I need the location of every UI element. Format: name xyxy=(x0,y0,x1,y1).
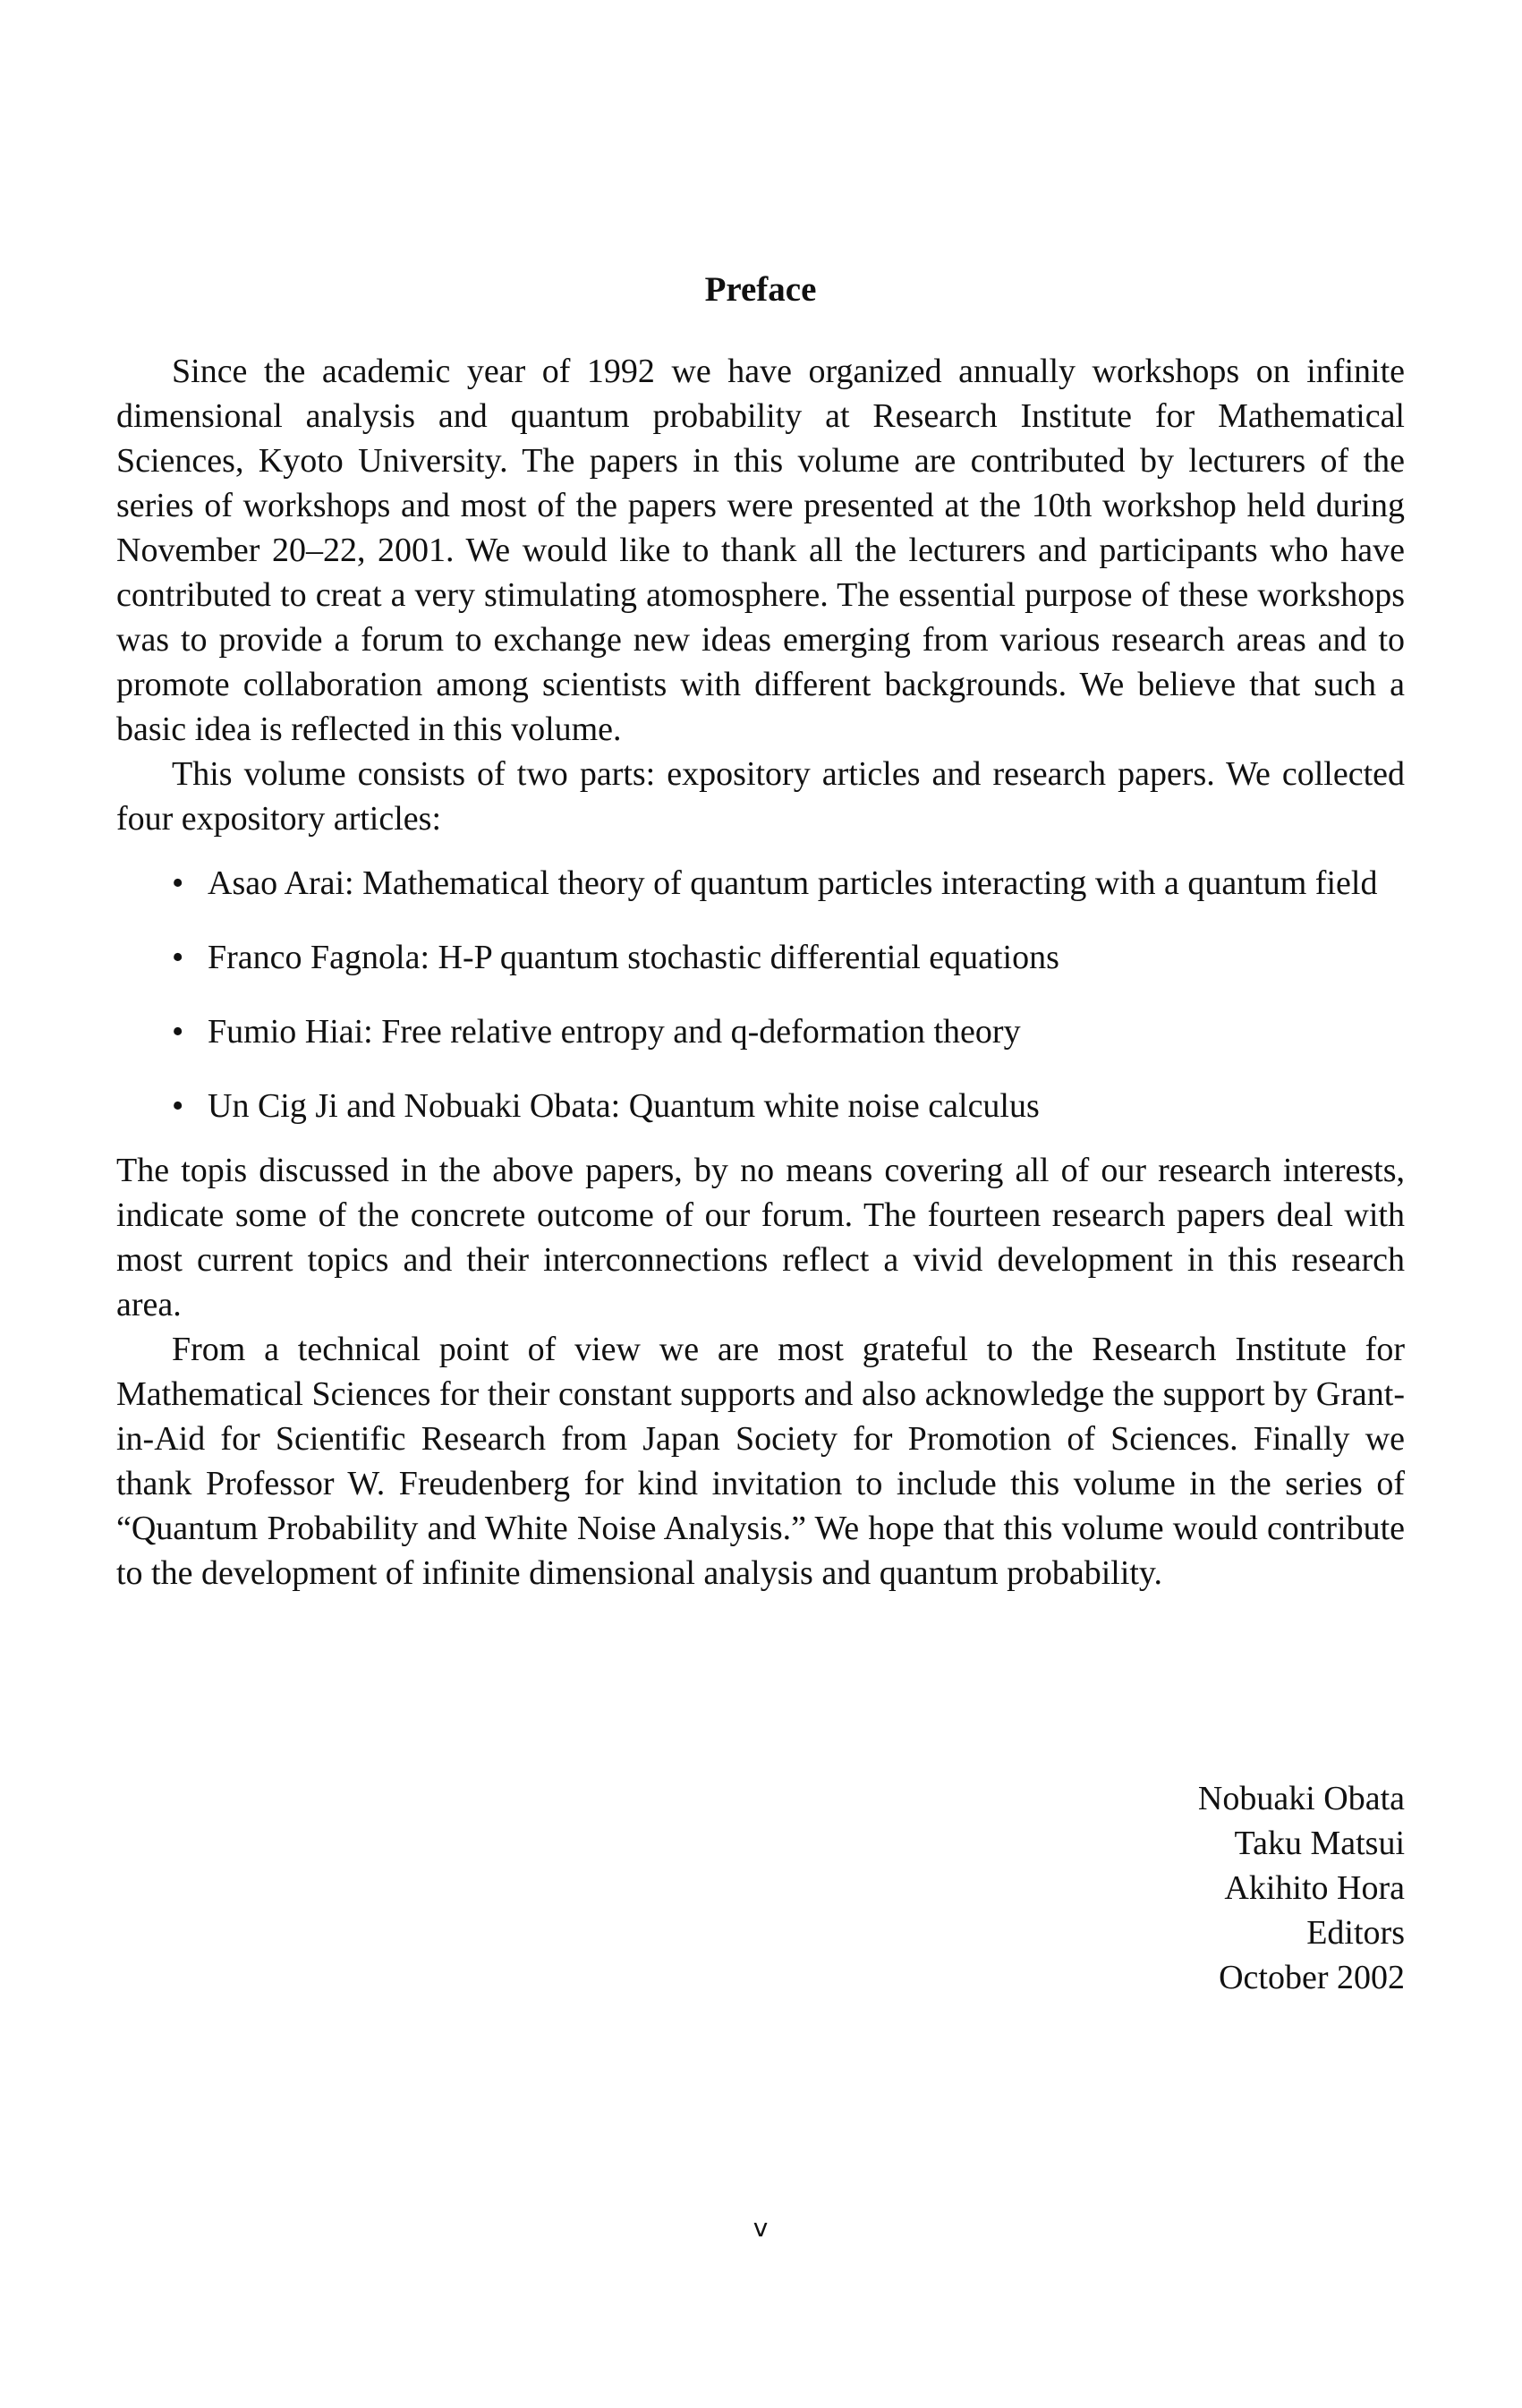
bullet-icon: • xyxy=(172,1013,184,1051)
list-item xyxy=(172,1009,1405,1054)
list-item-text: Asao Arai: Mathematical theory of quantum particles interacting with a quantum field xyxy=(208,864,1378,902)
bullet-icon: • xyxy=(172,939,184,976)
bullet-icon: • xyxy=(172,1087,184,1125)
list-item-text: Un Cig Ji and Nobuaki Obata: Quantum white noise calculus xyxy=(208,1087,1040,1125)
signature-date: October 2002 xyxy=(1219,1959,1405,1996)
page-number: v xyxy=(752,2213,769,2242)
list-item-text: Franco Fagnola: H-P quantum stochastic differential equations xyxy=(208,939,1059,976)
editor-name: Akihito Hora xyxy=(1224,1869,1405,1907)
paragraph-acknowledgements: From a technical point of view we are most grateful to the Research Institute for Mathematical Sciences for their constant supports and also acknowledge the support by Grant-in-Aid for Scientific Research from Japan Society for Promotion of Sciences. Finally we thank Professor W. Freudenberg for kind invitation to include this volume in the series of “Quantum Probability and White Noise Analysis.” We hope that this volume would contribute to the development of infinite dimensional analysis and quantum probability. xyxy=(116,1331,1405,1592)
paragraph-intro: Since the academic year of 1992 we have organized annually workshops on infinite dimensional analysis and quantum probability at Research Institute for Mathematical Sciences, Kyoto University. The papers in this volume are contributed by lecturers of the series of workshops and most of the papers were presented at the 10th workshop held during November 20–22, 2001. We would like to thank all the lecturers and participants who have contributed to creat a very stimulating atomosphere. The essential purpose of these workshops was to provide a forum to exchange new ideas emerging from various research areas and to promote collaboration among scientists with different backgrounds. We believe that such a basic idea is reflected in this volume. xyxy=(116,353,1405,748)
editors-role: Editors xyxy=(1306,1914,1405,1952)
list-item-text: Fumio Hiai: Free relative entropy and q-deformation theory xyxy=(208,1013,1021,1051)
list-item xyxy=(172,935,1405,980)
expository-articles-list xyxy=(116,861,1405,1128)
editor-name: Nobuaki Obata xyxy=(1197,1780,1405,1817)
paragraph-volume-parts: This volume consists of two parts: expository articles and research papers. We collected four expository articles: xyxy=(116,755,1405,838)
paragraph-topics: The topis discussed in the above papers, by no means covering all of our research interests, indicate some of the concrete outcome of our forum. The fourteen research papers deal with most current topics and their interconnections reflect a vivid development in this research area. xyxy=(116,1152,1405,1323)
bullet-icon: • xyxy=(172,864,184,902)
editors-signature xyxy=(1198,1776,1405,2000)
list-item xyxy=(172,1084,1405,1128)
editor-name: Taku Matsui xyxy=(1234,1825,1405,1862)
list-item xyxy=(172,861,1405,906)
page-title: Preface xyxy=(704,270,817,309)
preface-body xyxy=(116,349,1405,1595)
